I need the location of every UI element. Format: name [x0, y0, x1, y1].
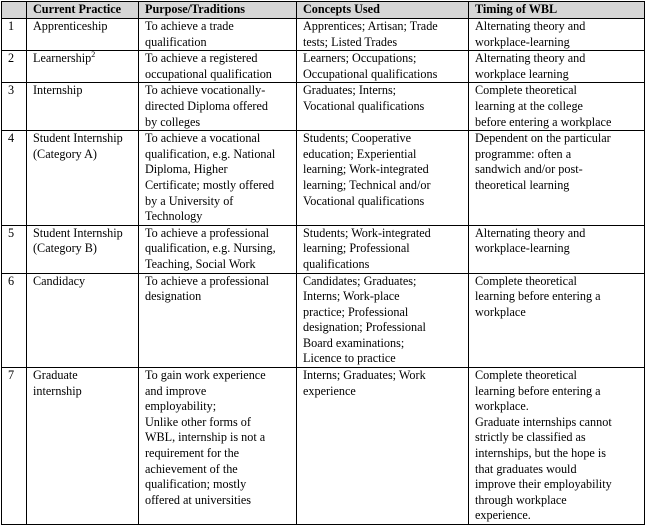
- cell-text: learning; Technical and/or: [303, 177, 431, 192]
- cell-text-line: [475, 368, 640, 384]
- cell-text-line: [475, 274, 640, 290]
- current-practice-cell: [27, 131, 139, 226]
- cell-text: experience.: [475, 508, 531, 523]
- cell-text: Graduate: [33, 368, 78, 383]
- purpose-cell: [139, 368, 297, 525]
- cell-text: qualification: [145, 34, 207, 49]
- cell-text: qualifications: [303, 256, 370, 271]
- table-row: [2, 19, 645, 51]
- cell-text: that graduates would: [475, 461, 577, 476]
- cell-text-line: [475, 399, 640, 415]
- cell-text-line: [303, 19, 464, 35]
- timing-cell: [469, 51, 645, 83]
- cell-text-line: [303, 257, 464, 273]
- cell-text: employability;: [145, 399, 217, 414]
- cell-text: Teaching, Social Work: [145, 256, 256, 271]
- purpose-cell: [139, 51, 297, 83]
- timing-cell: [469, 225, 645, 273]
- cell-text-line: [145, 430, 292, 446]
- current-practice-cell: [27, 225, 139, 273]
- cell-text-line: [475, 241, 640, 257]
- cell-text: (Category B): [33, 241, 97, 256]
- cell-text: To achieve a vocational: [145, 131, 261, 146]
- cell-text-line: [303, 241, 464, 257]
- cell-text: Unlike other forms of: [145, 414, 251, 429]
- cell-text-line: [475, 305, 640, 321]
- row-number-cell: 5: [2, 225, 27, 273]
- current-practice-cell: [27, 19, 139, 51]
- cell-text: Vocational qualifications: [303, 193, 425, 208]
- cell-text: Graduate internships cannot: [475, 414, 612, 429]
- cell-text-line: [145, 115, 292, 131]
- cell-text-line: [303, 336, 464, 352]
- cell-text-line: [33, 51, 134, 67]
- cell-text-line: [303, 99, 464, 115]
- cell-text-line: [303, 67, 464, 83]
- cell-text-line: [303, 226, 464, 242]
- cell-text-line: [145, 162, 292, 178]
- cell-text-line: [145, 462, 292, 478]
- cell-text: Graduates; Interns;: [303, 83, 397, 98]
- cell-text-line: [475, 131, 640, 147]
- cell-text-line: [145, 226, 292, 242]
- cell-text-line: [33, 226, 134, 242]
- cell-text-line: [145, 241, 292, 257]
- concepts-cell: [297, 19, 469, 51]
- cell-text-line: [475, 508, 640, 524]
- table-body: [2, 19, 645, 525]
- cell-text-line: [145, 399, 292, 415]
- cell-text-line: [475, 226, 640, 242]
- cell-text-line: [475, 67, 640, 83]
- cell-text: Student Internship: [33, 131, 123, 146]
- cell-text: qualification, e.g. Nursing,: [145, 241, 276, 256]
- cell-text: occupational qualification: [145, 66, 272, 81]
- concepts-cell: [297, 225, 469, 273]
- concepts-cell: [297, 368, 469, 525]
- cell-text-line: [475, 430, 640, 446]
- cell-text-line: [475, 115, 640, 131]
- cell-text: qualification, e.g. National: [145, 146, 276, 161]
- cell-text: Learners; Occupations;: [303, 51, 417, 66]
- cell-text-line: [145, 415, 292, 431]
- header-concepts-used: Concepts Used: [297, 2, 469, 19]
- timing-cell: [469, 83, 645, 131]
- cell-text: Alternating theory and: [475, 225, 586, 240]
- cell-text-line: [145, 274, 292, 290]
- cell-text: Internship: [33, 83, 83, 98]
- cell-text-line: [475, 83, 640, 99]
- row-number-cell: 6: [2, 273, 27, 368]
- cell-text: Certificate; mostly offered: [145, 177, 275, 192]
- cell-text-line: [145, 477, 292, 493]
- cell-text: directed Diploma offered: [145, 98, 268, 113]
- cell-text-line: [303, 178, 464, 194]
- cell-text-line: [145, 209, 292, 225]
- cell-text: before entering a workplace: [475, 114, 612, 129]
- cell-text: Candidates; Graduates;: [303, 273, 417, 288]
- cell-text: sandwich and/or post-: [475, 162, 583, 177]
- cell-text: learning; Professional: [303, 241, 410, 256]
- cell-text: and improve: [145, 383, 207, 398]
- current-practice-cell: [27, 273, 139, 368]
- cell-text-line: [303, 384, 464, 400]
- cell-text-line: [303, 320, 464, 336]
- cell-text: Board examinations;: [303, 335, 405, 350]
- cell-text: Students; Work-integrated: [303, 225, 431, 240]
- cell-text: by colleges: [145, 114, 201, 129]
- concepts-cell: [297, 51, 469, 83]
- header-purpose-traditions: Purpose/Traditions: [139, 2, 297, 19]
- cell-text: Interns; Graduates; Work: [303, 368, 426, 383]
- cell-text: achievement of the: [145, 461, 238, 476]
- cell-text-line: [303, 194, 464, 210]
- cell-text-line: [475, 147, 640, 163]
- cell-text: designation: [145, 289, 202, 304]
- table-row: [2, 131, 645, 226]
- row-number-cell: 7: [2, 368, 27, 525]
- cell-text: offered at universities: [145, 492, 252, 507]
- cell-text-line: [475, 19, 640, 35]
- cell-text: Students; Cooperative: [303, 131, 411, 146]
- cell-text: To achieve a trade: [145, 19, 234, 33]
- cell-text: To achieve a registered: [145, 51, 258, 66]
- cell-text: education; Experiential: [303, 146, 417, 161]
- cell-text: Alternating theory and: [475, 19, 586, 33]
- cell-text: To gain work experience: [145, 368, 266, 383]
- cell-text-line: [475, 384, 640, 400]
- cell-text-line: [303, 351, 464, 367]
- cell-text-line: [145, 51, 292, 67]
- cell-text-line: [145, 19, 292, 35]
- cell-text-line: [33, 19, 134, 35]
- cell-text-line: [475, 99, 640, 115]
- purpose-cell: [139, 83, 297, 131]
- cell-text-line: [33, 83, 134, 99]
- cell-text: practice; Professional: [303, 304, 409, 319]
- cell-text-line: [145, 35, 292, 51]
- cell-text-line: [145, 83, 292, 99]
- table-row: [2, 368, 645, 525]
- cell-text: improve their employability: [475, 477, 612, 492]
- cell-text-line: [145, 289, 292, 305]
- current-practice-cell: [27, 368, 139, 525]
- cell-text: tests; Listed Trades: [303, 34, 398, 49]
- cell-text: workplace: [475, 304, 526, 319]
- cell-text: through workplace: [475, 492, 567, 507]
- cell-text: theoretical learning: [475, 177, 570, 192]
- footnote-marker: 2: [91, 50, 96, 60]
- table-row: [2, 83, 645, 131]
- row-number-cell: 4: [2, 131, 27, 226]
- cell-text: WBL, internship is not a: [145, 430, 266, 445]
- cell-text: workplace learning: [475, 66, 569, 81]
- cell-text-line: [145, 67, 292, 83]
- cell-text: Complete theoretical: [475, 273, 577, 288]
- cell-text: Interns; Work-place: [303, 289, 400, 304]
- row-number-cell: 3: [2, 83, 27, 131]
- cell-text: Learnership: [33, 51, 92, 66]
- cell-text-line: [303, 289, 464, 305]
- cell-text: by a University of: [145, 193, 234, 208]
- cell-text: Dependent on the particular: [475, 131, 611, 146]
- cell-text: To achieve a professional: [145, 225, 270, 240]
- cell-text: strictly be classified as: [475, 430, 586, 445]
- row-number-cell: 2: [2, 51, 27, 83]
- cell-text-line: [303, 274, 464, 290]
- cell-text: Occupational qualifications: [303, 66, 438, 81]
- table-row: [2, 225, 645, 273]
- concepts-cell: [297, 131, 469, 226]
- cell-text-line: [475, 477, 640, 493]
- cell-text: learning before entering a: [475, 383, 601, 398]
- cell-text-line: [33, 131, 134, 147]
- cell-text: Complete theoretical: [475, 83, 577, 98]
- cell-text-line: [475, 178, 640, 194]
- cell-text: Alternating theory and: [475, 51, 586, 66]
- timing-cell: [469, 19, 645, 51]
- header-current-practice: Current Practice: [27, 2, 139, 19]
- cell-text-line: [145, 368, 292, 384]
- cell-text-line: [303, 162, 464, 178]
- wbl-practices-table: [1, 1, 645, 525]
- cell-text: Licence to practice: [303, 351, 396, 366]
- cell-text: Diploma, Higher: [145, 162, 228, 177]
- cell-text-line: [145, 178, 292, 194]
- cell-text-line: [303, 35, 464, 51]
- cell-text: qualification; mostly: [145, 477, 247, 492]
- cell-text-line: [475, 462, 640, 478]
- cell-text-line: [475, 35, 640, 51]
- cell-text-line: [145, 194, 292, 210]
- cell-text: experience: [303, 383, 356, 398]
- cell-text: workplace.: [475, 399, 529, 414]
- cell-text-line: [303, 147, 464, 163]
- cell-text: To achieve a professional: [145, 273, 270, 288]
- cell-text: Student Internship: [33, 225, 123, 240]
- concepts-cell: [297, 83, 469, 131]
- cell-text: learning before entering a: [475, 289, 601, 304]
- cell-text-line: [303, 51, 464, 67]
- cell-text: learning; Work-integrated: [303, 162, 429, 177]
- header-number: [2, 2, 27, 19]
- cell-text: learning at the college: [475, 98, 583, 113]
- cell-text: workplace-learning: [475, 241, 570, 256]
- cell-text-line: [33, 241, 134, 257]
- cell-text: Complete theoretical: [475, 368, 577, 383]
- cell-text: To achieve vocationally-: [145, 83, 266, 98]
- cell-text-line: [475, 51, 640, 67]
- cell-text: designation; Professional: [303, 320, 426, 335]
- table-header-row: [2, 2, 645, 19]
- concepts-cell: [297, 273, 469, 368]
- cell-text-line: [475, 415, 640, 431]
- cell-text: Apprentices; Artisan; Trade: [303, 19, 438, 33]
- timing-cell: [469, 368, 645, 525]
- cell-text-line: [303, 368, 464, 384]
- row-number-cell: 1: [2, 19, 27, 51]
- cell-text-line: [145, 493, 292, 509]
- cell-text-line: [145, 99, 292, 115]
- cell-text-line: [33, 147, 134, 163]
- current-practice-cell: [27, 51, 139, 83]
- cell-text-line: [303, 131, 464, 147]
- cell-text: Vocational qualifications: [303, 98, 425, 113]
- cell-text-line: [475, 493, 640, 509]
- current-practice-cell: [27, 83, 139, 131]
- cell-text-line: [145, 131, 292, 147]
- cell-text-line: [33, 274, 134, 290]
- purpose-cell: [139, 131, 297, 226]
- cell-text-line: [475, 162, 640, 178]
- cell-text: programme: often a: [475, 146, 572, 161]
- purpose-cell: [139, 19, 297, 51]
- header-timing-of-wbl: Timing of WBL: [469, 2, 645, 19]
- cell-text-line: [33, 384, 134, 400]
- cell-text-line: [475, 446, 640, 462]
- cell-text-line: [145, 446, 292, 462]
- timing-cell: [469, 131, 645, 226]
- cell-text-line: [475, 289, 640, 305]
- cell-text: Candidacy: [33, 273, 86, 288]
- timing-cell: [469, 273, 645, 368]
- cell-text-line: [145, 384, 292, 400]
- cell-text: Apprenticeship: [33, 19, 108, 33]
- cell-text: (Category A): [33, 146, 97, 161]
- purpose-cell: [139, 273, 297, 368]
- cell-text: requirement for the: [145, 446, 240, 461]
- cell-text: internships, but the hope is: [475, 446, 607, 461]
- cell-text-line: [145, 257, 292, 273]
- cell-text-line: [145, 147, 292, 163]
- purpose-cell: [139, 225, 297, 273]
- cell-text-line: [303, 83, 464, 99]
- table-row: [2, 273, 645, 368]
- cell-text: internship: [33, 383, 82, 398]
- table-row: [2, 51, 645, 83]
- cell-text: workplace-learning: [475, 34, 570, 49]
- cell-text-line: [303, 305, 464, 321]
- cell-text: Technology: [145, 209, 203, 224]
- cell-text-line: [33, 368, 134, 384]
